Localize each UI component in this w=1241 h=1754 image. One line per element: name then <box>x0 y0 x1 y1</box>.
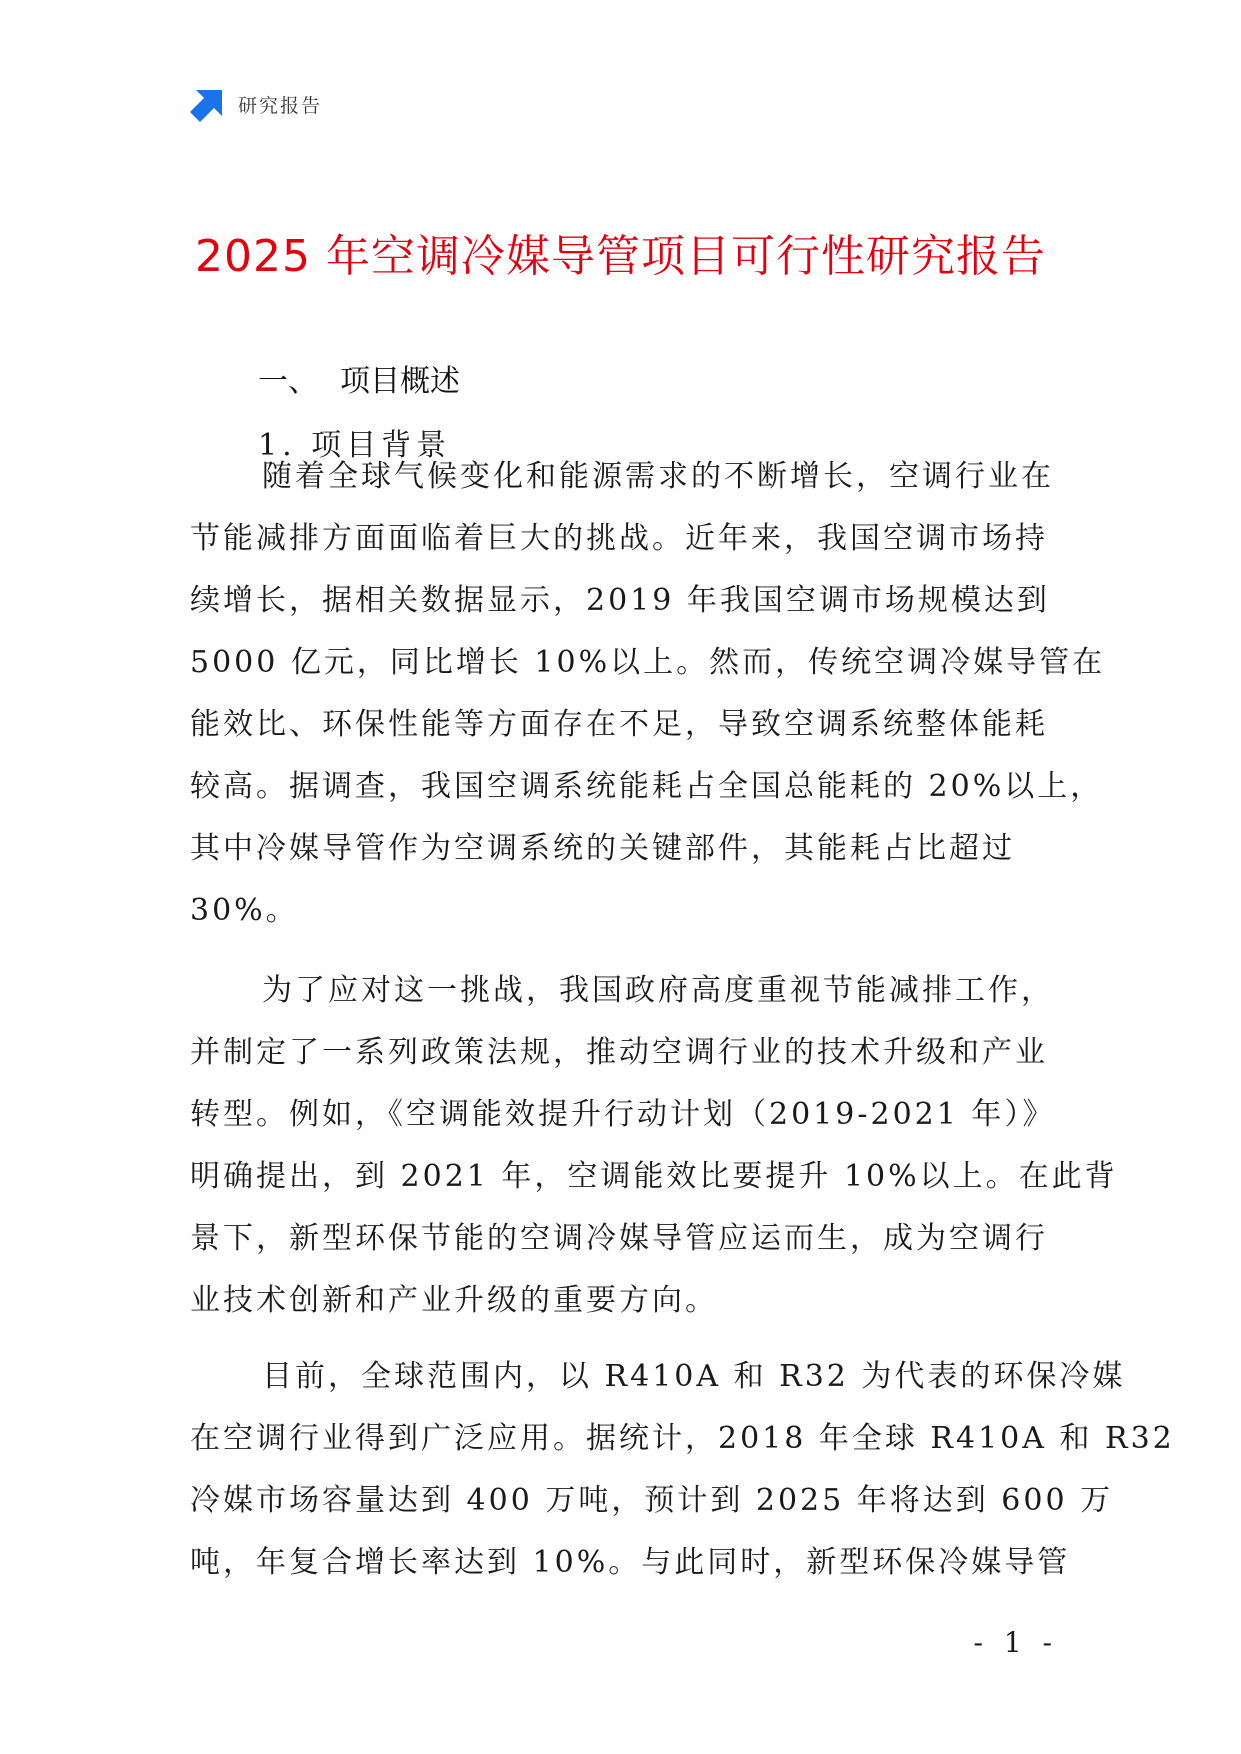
text-line: 业技术创新和产业升级的重要方向。 <box>190 1283 718 1318</box>
text-line: 转型。例如，《空调能效提升行动计划（2019-2021 年）》 <box>190 1097 1056 1132</box>
text-line: 吨，年复合增长率达到 10%。与此同时，新型环保冷媒导管 <box>190 1545 1071 1580</box>
text-line: 较高。据调查，我国空调系统能耗占全国总能耗的 20%以上， <box>190 769 1104 804</box>
text-line: 随着全球气候变化和能源需求的不断增长，空调行业在 <box>262 459 1054 494</box>
section-heading <box>258 356 460 400</box>
text-line: 其中冷媒导管作为空调系统的关键部件，其能耗占比超过 <box>190 831 1015 866</box>
page-number: - 1 - <box>973 1626 1058 1659</box>
section-title: 项目概述 <box>340 364 460 399</box>
text-line: 景下，新型环保节能的空调冷媒导管应运而生，成为空调行 <box>190 1221 1048 1256</box>
text-line: 为了应对这一挑战，我国政府高度重视节能减排工作， <box>262 973 1054 1008</box>
paragraph-3 <box>190 1346 1175 1594</box>
text-line: 明确提出，到 2021 年，空调能效比要提升 10%以上。在此背 <box>190 1159 1118 1194</box>
arrow-up-right-icon <box>190 86 226 122</box>
text-line: 并制定了一系列政策法规，推动空调行业的技术升级和产业 <box>190 1035 1048 1070</box>
header-label: 研究报告 <box>238 94 323 117</box>
text-line: 30%。 <box>190 893 299 928</box>
text-line: 5000 亿元，同比增长 10%以上。然而，传统空调冷媒导管在 <box>190 645 1106 680</box>
text-line: 能效比、环保性能等方面存在不足，导致空调系统整体能耗 <box>190 707 1048 742</box>
section-number: 一、 <box>258 364 318 399</box>
text-line: 目前，全球范围内，以 R410A 和 R32 为代表的环保冷媒 <box>262 1359 1126 1394</box>
page-header <box>190 86 322 122</box>
subsection-heading: 1. 项目背景 <box>258 428 452 463</box>
paragraph-2 <box>190 960 1118 1332</box>
document-title: 2025 年空调冷媒导管项目可行性研究报告 <box>195 231 1046 282</box>
text-line: 节能减排方面面临着巨大的挑战。近年来，我国空调市场持 <box>190 521 1048 556</box>
paragraph-1 <box>190 446 1106 942</box>
text-line: 续增长，据相关数据显示，2019 年我国空调市场规模达到 <box>190 583 1050 618</box>
text-line: 在空调行业得到广泛应用。据统计，2018 年全球 R410A 和 R32 <box>190 1421 1175 1456</box>
text-line: 冷媒市场容量达到 400 万吨，预计到 2025 年将达到 600 万 <box>190 1483 1114 1518</box>
